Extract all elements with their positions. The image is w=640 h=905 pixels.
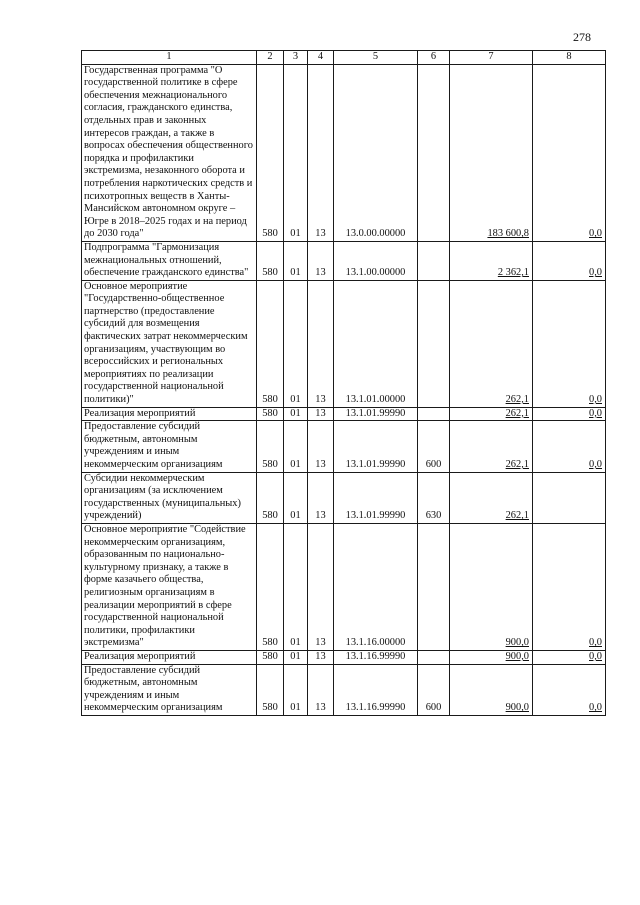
subsection-cell: 13 (308, 523, 334, 650)
page-number: 278 (573, 30, 591, 44)
amount-federal-cell: 0,0 (533, 241, 606, 280)
ved-cell: 580 (257, 421, 284, 472)
column-header: 7 (450, 51, 533, 65)
budget-table (81, 50, 606, 716)
ved-cell: 580 (257, 472, 284, 523)
column-header: 1 (82, 51, 257, 65)
subsection-cell: 13 (308, 407, 334, 421)
subsection-cell: 13 (308, 241, 334, 280)
subsection-cell: 13 (308, 472, 334, 523)
expense-type-cell (418, 64, 450, 241)
section-cell: 01 (284, 280, 308, 407)
expense-type-cell (418, 650, 450, 664)
section-cell: 01 (284, 421, 308, 472)
table-row (82, 421, 606, 472)
row-name-cell: Основное мероприятие "Государственно-общественное партнерство (предоставление субсидий для возмещения фактических затрат некоммерческим организациям, участвующим во всероссийских и региональных мероприятиях по реализации государственной национальной политики)" (82, 280, 257, 407)
section-cell: 01 (284, 523, 308, 650)
column-header: 8 (533, 51, 606, 65)
amount-cell: 2 362,1 (450, 241, 533, 280)
amount-cell: 900,0 (450, 664, 533, 715)
ved-cell: 580 (257, 523, 284, 650)
column-header: 3 (284, 51, 308, 65)
ved-cell: 580 (257, 64, 284, 241)
amount-federal-cell: 0,0 (533, 280, 606, 407)
subsection-cell: 13 (308, 280, 334, 407)
table-row (82, 64, 606, 241)
table-row (82, 523, 606, 650)
table-row (82, 472, 606, 523)
ved-cell: 580 (257, 650, 284, 664)
section-cell: 01 (284, 472, 308, 523)
column-header: 4 (308, 51, 334, 65)
expense-type-cell (418, 280, 450, 407)
table-row (82, 407, 606, 421)
expense-type-cell (418, 241, 450, 280)
expense-type-cell (418, 407, 450, 421)
column-header: 2 (257, 51, 284, 65)
column-header: 6 (418, 51, 450, 65)
amount-cell: 262,1 (450, 280, 533, 407)
amount-federal-cell (533, 472, 606, 523)
expense-type-cell: 600 (418, 664, 450, 715)
amount-federal-cell: 0,0 (533, 64, 606, 241)
section-cell: 01 (284, 64, 308, 241)
row-name-cell: Реализация мероприятий (82, 650, 257, 664)
amount-federal-cell: 0,0 (533, 421, 606, 472)
subsection-cell: 13 (308, 664, 334, 715)
row-name-cell: Реализация мероприятий (82, 407, 257, 421)
section-cell: 01 (284, 664, 308, 715)
target-article-cell: 13.1.16.99990 (334, 664, 418, 715)
target-article-cell: 13.1.01.00000 (334, 280, 418, 407)
amount-cell: 183 600,8 (450, 64, 533, 241)
target-article-cell: 13.1.16.00000 (334, 523, 418, 650)
amount-cell: 262,1 (450, 421, 533, 472)
ved-cell: 580 (257, 407, 284, 421)
amount-cell: 262,1 (450, 407, 533, 421)
amount-cell: 262,1 (450, 472, 533, 523)
amount-cell: 900,0 (450, 523, 533, 650)
row-name-cell: Предоставление субсидий бюджетным, автономным учреждениям и иным некоммерческим организациям (82, 421, 257, 472)
target-article-cell: 13.1.01.99990 (334, 472, 418, 523)
target-article-cell: 13.1.01.99990 (334, 407, 418, 421)
ved-cell: 580 (257, 664, 284, 715)
target-article-cell: 13.1.01.99990 (334, 421, 418, 472)
amount-federal-cell: 0,0 (533, 650, 606, 664)
column-number-row (82, 51, 606, 65)
table-row (82, 650, 606, 664)
column-header: 5 (334, 51, 418, 65)
row-name-cell: Государственная программа "О государственной политике в сфере обеспечения межнационального согласия, гражданского единства, отдельных прав и законных интересов граждан, а также в вопросах обеспечения общественного порядка и профилактики экстремизма, незаконного оборота и потребления наркотических средств и психотропных веществ в Ханты-Мансийском автономном округе – Югре в 2018–2025 годах и на период до 2030 года" (82, 64, 257, 241)
target-article-cell: 13.0.00.00000 (334, 64, 418, 241)
subsection-cell: 13 (308, 421, 334, 472)
subsection-cell: 13 (308, 650, 334, 664)
expense-type-cell: 600 (418, 421, 450, 472)
section-cell: 01 (284, 650, 308, 664)
row-name-cell: Основное мероприятие "Содействие некоммерческим организациям, образованным по национально-культурному признаку, а также в форме казачьего общества, религиозным организациям в реализации мероприятий в сфере государственной национальной политики, профилактики экстремизма" (82, 523, 257, 650)
row-name-cell: Субсидии некоммерческим организациям (за исключением государственных (муниципальных) учреждений) (82, 472, 257, 523)
amount-cell: 900,0 (450, 650, 533, 664)
table-row (82, 280, 606, 407)
ved-cell: 580 (257, 241, 284, 280)
row-name-cell: Подпрограмма "Гармонизация межнациональных отношений, обеспечение гражданского единства" (82, 241, 257, 280)
section-cell: 01 (284, 407, 308, 421)
amount-federal-cell: 0,0 (533, 523, 606, 650)
row-name-cell: Предоставление субсидий бюджетным, автономным учреждениям и иным некоммерческим организациям (82, 664, 257, 715)
expense-type-cell: 630 (418, 472, 450, 523)
amount-federal-cell: 0,0 (533, 664, 606, 715)
subsection-cell: 13 (308, 64, 334, 241)
table-row (82, 241, 606, 280)
amount-federal-cell: 0,0 (533, 407, 606, 421)
section-cell: 01 (284, 241, 308, 280)
table-row (82, 664, 606, 715)
target-article-cell: 13.1.16.99990 (334, 650, 418, 664)
ved-cell: 580 (257, 280, 284, 407)
target-article-cell: 13.1.00.00000 (334, 241, 418, 280)
expense-type-cell (418, 523, 450, 650)
